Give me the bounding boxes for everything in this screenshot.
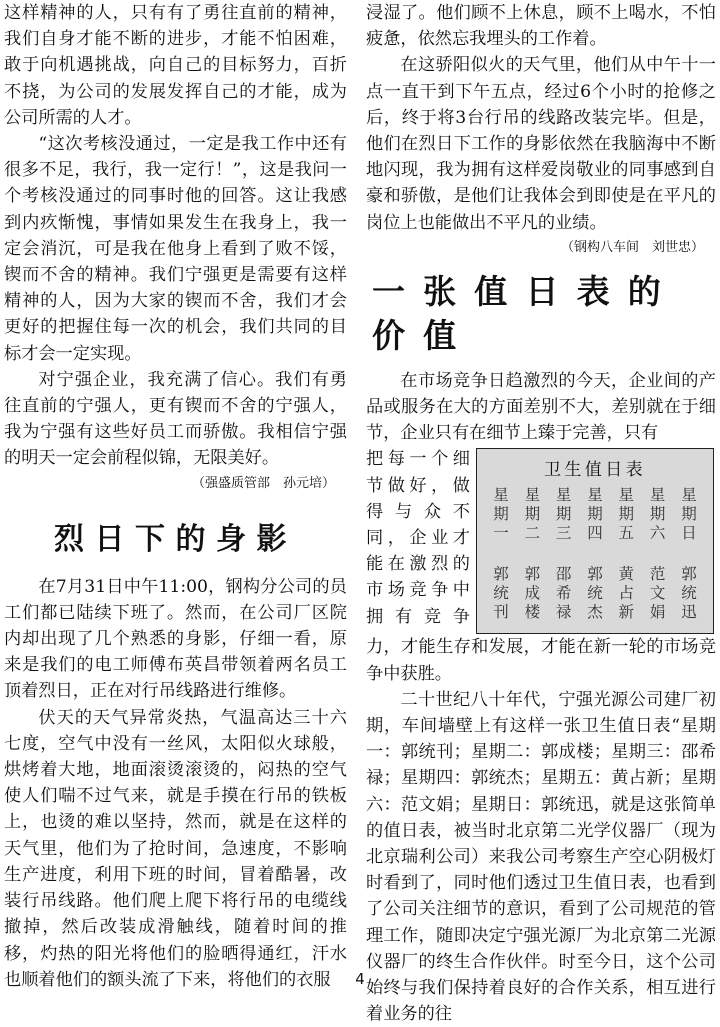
wrapped-text: [366, 446, 470, 634]
day-label: 星期五: [618, 486, 635, 543]
staff-name: 郭统刊: [493, 565, 509, 622]
wrap-line: 节做好，做: [366, 475, 470, 496]
text-with-figure: [366, 446, 716, 634]
paragraph: 力，才能生存和发展，才能在新一轮的市场竞争中获胜。: [366, 637, 716, 684]
duty-roster-title: 卫生值日表: [544, 460, 646, 481]
paragraph: 对宁强企业，我充满了信心。我们有勇往直前的宁强人，更有锲而不舍的宁强人，我为宁强有这些好员工而骄傲。我相信宁强的明天一定会前程似锦，无限美好。: [4, 369, 347, 469]
article-title: 一张值日表的价值: [372, 271, 679, 355]
day-label: 星期六: [649, 486, 666, 543]
day-label: 星期日: [681, 486, 697, 543]
paragraph: 伏天的天气异常炎热，气温高达三十六七度，空气中没有一丝风，太阳似火球般，烘烤着大地，地面滚烫滚烫的，闷热的空气使人们喘不过气来，就是手摸在行吊的铁板上，也烫的难以坚持，然而，就是在这样的天气里，他们为了抢时间，急速度，不影响生产进度，利用下班的时间，冒着酷暑，改装行吊线路。他们爬上爬下将行吊的电缆线撤掉，然后改装成滑触线，随着时间的推移，灼热的阳光将他们的脸晒得通红，汗水也顺着他们的额头流了下来，将他们的衣服: [4, 707, 347, 990]
wrap-line: 拥有竞争: [366, 606, 470, 627]
author-signature: （钢构八车间 刘世忠）: [560, 239, 704, 255]
staff-name: 邵希禄: [555, 565, 572, 622]
wrap-line: 得与众不: [366, 501, 470, 522]
paragraph: 在这骄阳似火的天气里，他们从中午十一点一直干到下午五点，经过6个小时的抢修之后，终于将3台行吊的线路改装完毕。但是，他们在烈日下工作的身影依然在我脑海中不断地闪现，我为拥有这样爱岗敬业的同事感到自豪和骄傲，是他们让我体会到即使是在平凡的岗位上也能做出不平凡的业绩。: [366, 55, 716, 233]
paragraph: 这样精神的人，只有有了勇往直前的精神，我们自身才能不断的进步，才能不怕困难，敢于向机遇挑战，向自己的目标努力，百折不挠，为公司的发展发挥自己的才能，成为公司所需的人才。: [4, 3, 347, 128]
staff-name: 黄占新: [618, 565, 635, 622]
staff-name: 范文娟: [649, 565, 666, 622]
author-signature: （强盛质管部 孙元培）: [191, 475, 335, 491]
wrap-line: 市场竞争中: [366, 580, 470, 601]
wrap-line: 同，企业才: [366, 528, 470, 549]
staff-name: 郭统迅: [681, 565, 697, 622]
wrap-line: 能在激烈的: [366, 554, 470, 575]
day-label: 星期一: [493, 486, 509, 543]
page-number: 4: [355, 970, 365, 988]
paragraph: 二十世纪八十年代，宁强光源公司建厂初期，车间墙壁上有这样一张卫生值日表“星期一：郭统刊；星期二：郭成楼；星期三：邵希禄；星期四：郭统杰；星期五：黄占新；星期六：范文娟；星期日：郭统迅，就是这张简单的值日表，被当时北京第二光学仪器厂（现为北京瑞利公司）来我公司考察生产空心阴极灯时看到了，同时他们透过卫生值日表，也看到了公司关注细节的意识，看到了公司规范的管理工作，随即决定宁强光源厂为北京第二光源仪器厂的终生合作伙伴。时至今日，这个公司始终与我们保持着良好的合作关系，相互进行着业务的往: [366, 689, 716, 1025]
day-label: 星期四: [587, 486, 603, 543]
day-label: 星期二: [524, 486, 541, 543]
paragraph: “这次考核没通过，一定是我工作中还有很多不足，我行，我一定行！”，这是我问一个考核没通过的同事时他的回答。这让我感到内疚惭愧，事情如果发生在我身上，我一定会消沉，可是我在他身上看到了败不馁，锲而不舍的精神。我们宁强更是需要有这样精神的人，因为大家的锲而不舍，我们才会更好的把握住每一次的机会，我们共同的目标才会一定实现。: [4, 134, 347, 364]
staff-name: 郭统杰: [587, 565, 603, 622]
paragraph: 在7月31日中午11:00，钢构分公司的员工们都已陆续下班了。然而，在公司厂区院内却出现了几个熟悉的身影，仔细一看，原来是我们的电工师傅布英昌带领着两名员工顶着烈日，正在对行吊线路进行维修。: [4, 576, 347, 702]
day-label: 星期三: [555, 486, 572, 543]
day-columns: [477, 486, 713, 543]
article-title: 烈日下的身影: [54, 521, 297, 557]
paragraph: 在市场竞争日趋激烈的今天，企业间的产品或服务在大的方面差别不大，差别就在于细节，企业只有在细节上臻于完善，只有: [366, 370, 716, 444]
paragraph: 浸湿了。他们顾不上休息，顾不上喝水，不怕疲惫，依然忘我埋头的工作着。: [366, 3, 716, 50]
wrap-line: 把每一个细: [366, 449, 470, 470]
name-columns: [477, 565, 713, 622]
duty-roster-box: [476, 448, 714, 634]
right-column: [366, 0, 716, 1027]
left-column: [4, 0, 347, 993]
staff-name: 郭成楼: [524, 565, 541, 622]
